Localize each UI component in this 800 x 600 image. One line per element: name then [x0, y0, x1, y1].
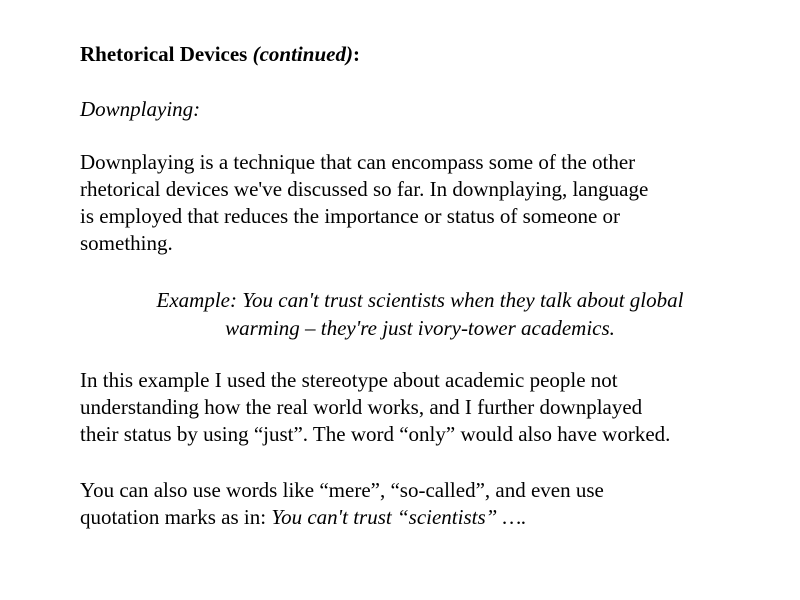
paragraph-line: You can also use words like “mere”, “so-called”, and even use [80, 478, 604, 502]
example-line: Example: You can't trust scientists when they talk about global [156, 288, 684, 312]
paragraph-additional [80, 477, 604, 531]
example-line: warming – they're just ivory-tower academics. [225, 316, 615, 340]
paragraph-line: rhetorical devices we've discussed so far. In downplaying, language [80, 177, 649, 201]
paragraph-italic-text: You can't trust “scientists” …. [271, 505, 527, 529]
paragraph-plain-text: quotation marks as in: [80, 505, 272, 529]
paragraph-line: something. [80, 231, 173, 255]
title-colon: : [352, 42, 360, 66]
paragraph-line: understanding how the real world works, and I further downplayed [80, 395, 643, 419]
section-heading: Downplaying: [80, 97, 201, 121]
title-bold-text: Rhetorical Devices [80, 42, 253, 66]
title-continued-text: (continued) [252, 42, 353, 66]
paragraph-definition [80, 149, 648, 257]
example-quote [80, 286, 760, 342]
paragraph-line: Downplaying is a technique that can encompass some of the other [80, 150, 636, 174]
paragraph-line-mixed [80, 504, 604, 531]
paragraph-line: In this example I used the stereotype about academic people not [80, 368, 618, 392]
paragraph-line: their status by using “just”. The word “only” would also have worked. [80, 422, 671, 446]
paragraph-explanation [80, 367, 670, 448]
slide-title [80, 42, 360, 66]
paragraph-line: is employed that reduces the importance or status of someone or [80, 204, 621, 228]
